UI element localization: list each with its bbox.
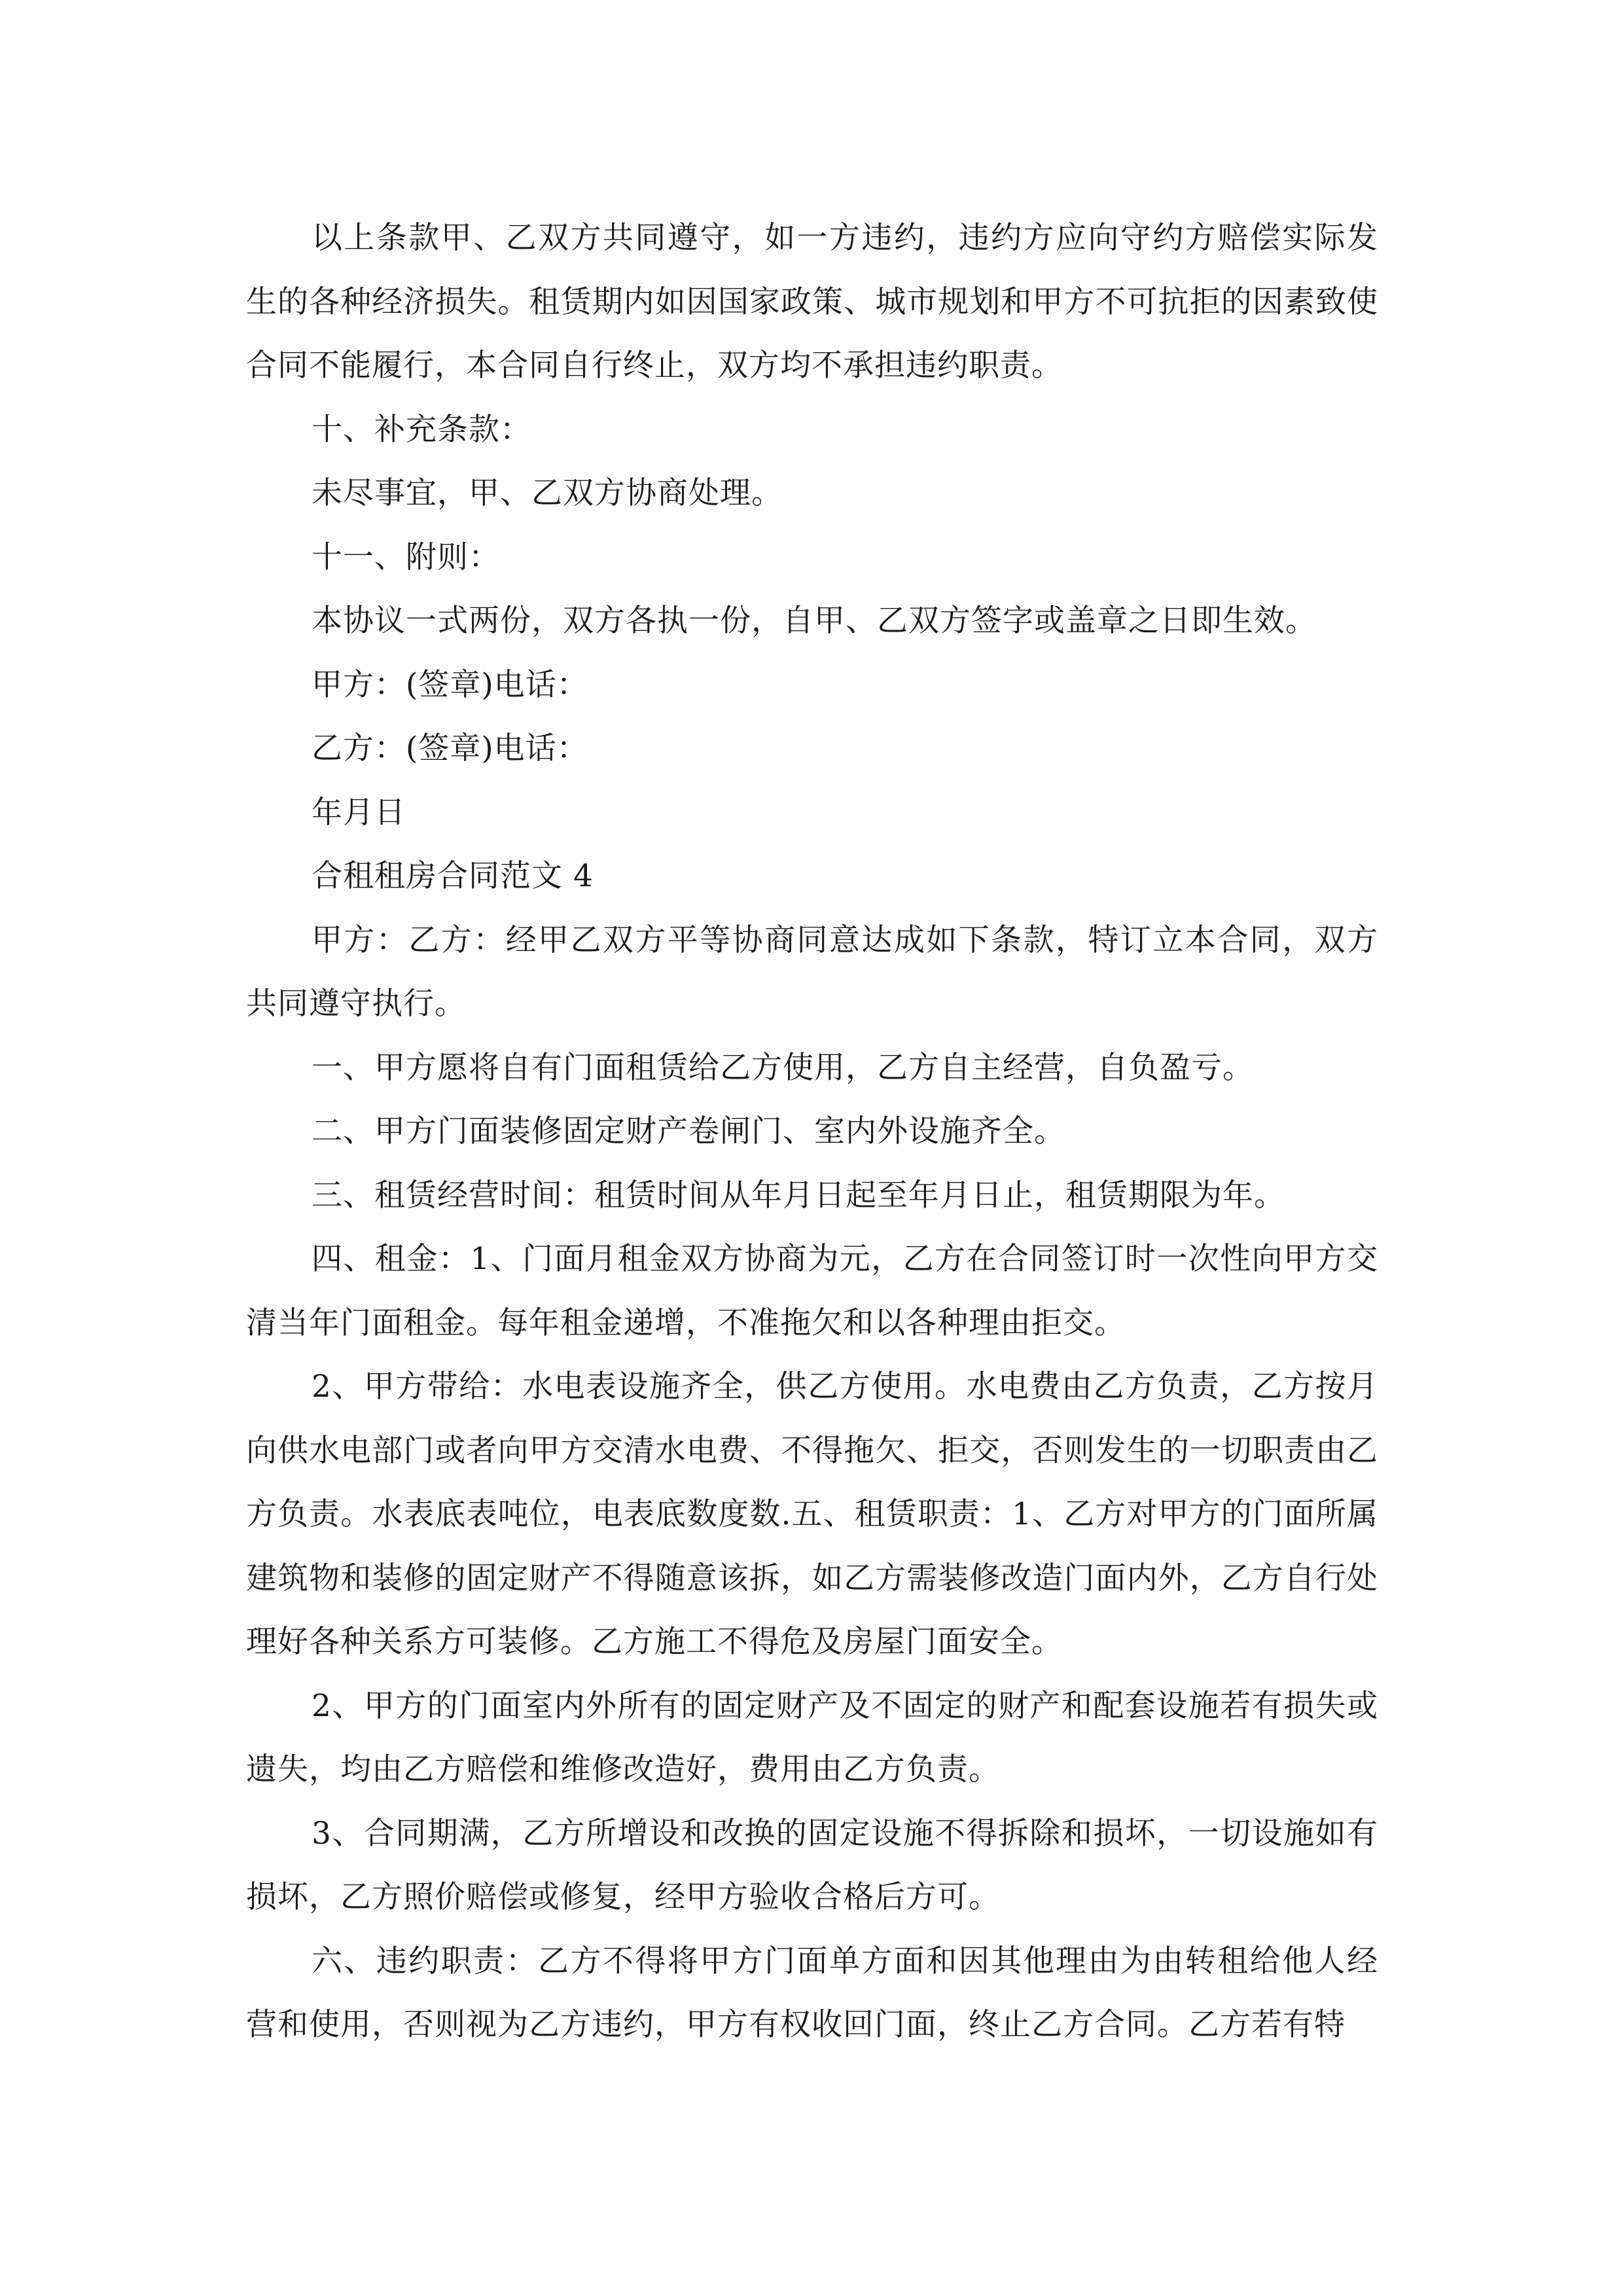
signature-party-a: 甲方：(签章)电话： bbox=[312, 666, 588, 703]
signature-date: 年月日 bbox=[312, 794, 406, 831]
heading-appendix: 十一、附则： bbox=[312, 539, 500, 575]
paragraph-liability-clause: 以上条款甲、乙双方共同遵守，如一方违约，违约方应向守约方赔偿实际发生的各种经济损失。租赁期内如因国家政策、城市规划和甲方不可抗拒的因素致使合同不能履行，本合同自行终止，双方均不承担违约职责。 bbox=[246, 220, 1378, 384]
heading-supplementary-terms: 十、补充条款： bbox=[312, 411, 531, 448]
paragraph-supplementary: 未尽事宜，甲、乙双方协商处理。 bbox=[312, 475, 783, 511]
section-title: 合租租房合同范文 4 bbox=[312, 858, 594, 894]
paragraph-appendix: 本协议一式两份，双方各执一份，自甲、乙双方签字或盖章之日即生效。 bbox=[312, 603, 1317, 639]
clause-1: 一、甲方愿将自有门面租赁给乙方使用，乙方自主经营，自负盈亏。 bbox=[312, 1049, 1254, 1086]
clause-3: 三、租赁经营时间：租赁时间从年月日起至年月日止，租赁期限为年。 bbox=[312, 1177, 1285, 1213]
clause-2: 二、甲方门面装修固定财产卷闸门、室内外设施齐全。 bbox=[312, 1113, 1065, 1149]
clause-6-breach: 六、违约职责：乙方不得将甲方门面单方面和因其他理由为由转租给他人经营和使用，否则视为乙方违约，甲方有权收回门面，终止乙方合同。乙方若有特 bbox=[246, 1943, 1378, 2043]
clause-5-damage: 2、甲方的门面室内外所有的固定财产及不固定的财产和配套设施若有损失或遗失，均由乙方赔偿和维修改造好，费用由乙方负责。 bbox=[246, 1687, 1378, 1787]
document-body bbox=[246, 206, 1378, 2057]
clause-4-rent: 四、租金：1、门面月租金双方协商为元，乙方在合同签订时一次性向甲方交清当年门面租金。每年租金递增，不准拖欠和以各种理由拒交。 bbox=[246, 1241, 1378, 1341]
clause-4-utilities: 2、甲方带给：水电表设施齐全，供乙方使用。水电费由乙方负责，乙方按月向供水电部门或者向甲方交清水电费、不得拖欠、拒交，否则发生的一切职责由乙方负责。水表底表吨位，电表底数度数.五、租赁职责：1、乙方对甲方的门面所属建筑物和装修的固定财产不得随意该拆，如乙方需装修改造门面内外，乙方自行处理好各种关系方可装修。乙方施工不得危及房屋门面安全。 bbox=[246, 1369, 1378, 1660]
clause-5-expiry: 3、合同期满，乙方所增设和改换的固定设施不得拆除和损坏，一切设施如有损坏，乙方照价赔偿或修复，经甲方验收合格后方可。 bbox=[246, 1815, 1378, 1915]
signature-party-b: 乙方：(签章)电话： bbox=[312, 730, 588, 766]
paragraph-parties: 甲方：乙方：经甲乙双方平等协商同意达成如下条款，特订立本合同，双方共同遵守执行。 bbox=[246, 922, 1378, 1022]
